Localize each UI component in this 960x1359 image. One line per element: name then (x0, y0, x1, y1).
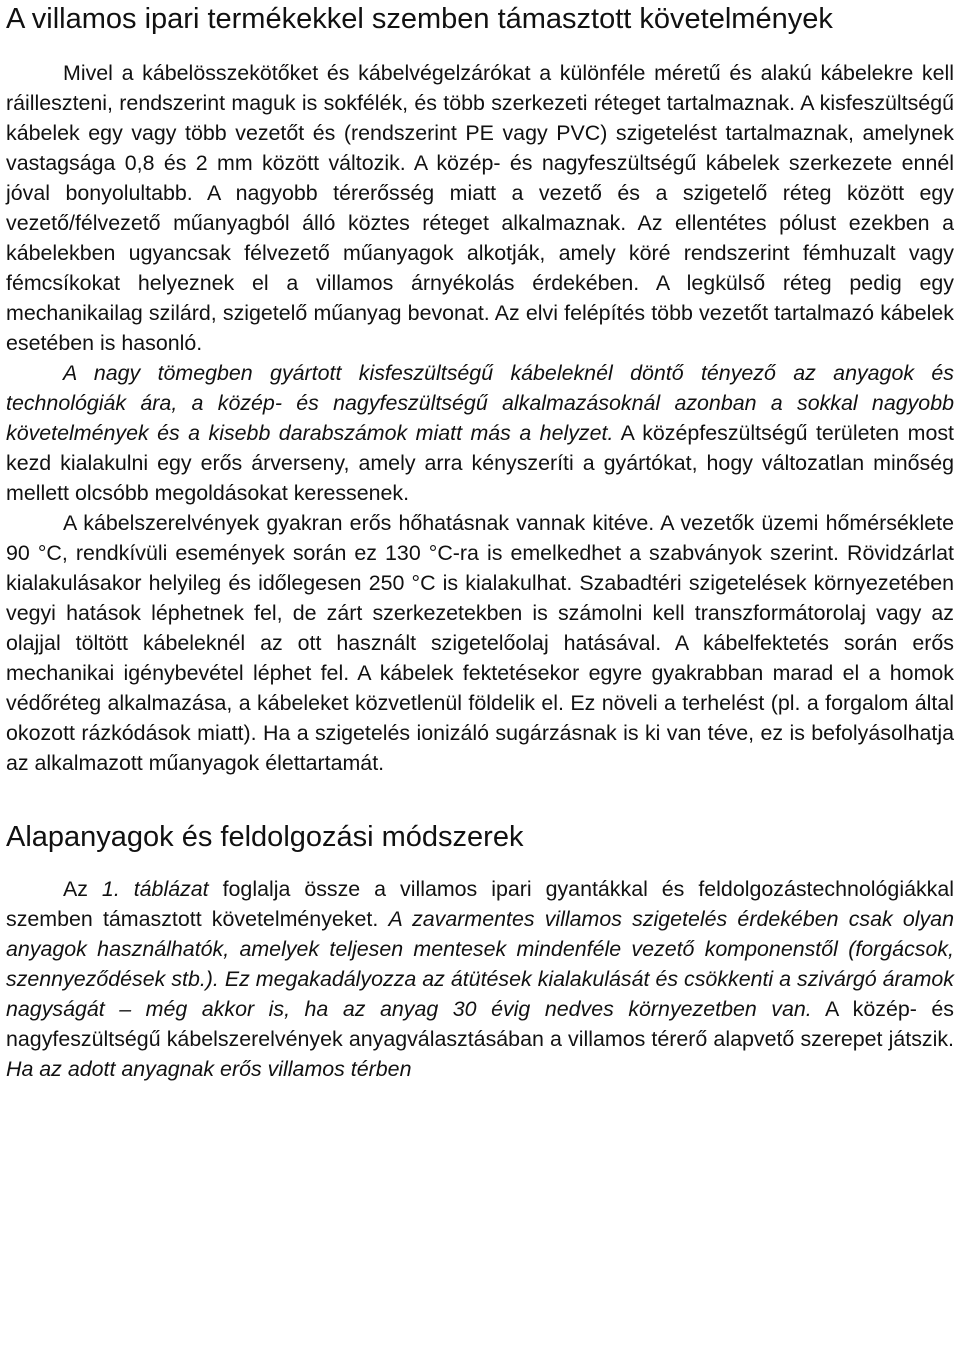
paragraph-materials-d-italic: A zavarmentes villamos szigetelés érdekében csak olyan anyagok használhatók, amelyek teljesen mentesek mindenféle vezető komponenstől (forgácsok, szennyeződések stb.). Ez megakadályozza az átütések kialakulását és csökkenti a szivárgó áramok nagyságát – még akkor is, ha az anyag 30 évig nedves környezetben van. (6, 907, 954, 1021)
paragraph-materials (6, 874, 954, 1084)
table-reference: 1. táblázat (101, 877, 209, 901)
paragraph-materials-f-italic: Ha az adott anyagnak erős villamos térben (6, 1057, 412, 1081)
paragraph-competition-normal: A középfeszültségű területen most kezd kialakulni egy erős árverseny, amely arra kényszeríti a gyártókat, hogy változatlan minőség mellett olcsóbb megoldásokat keressenek. (6, 421, 955, 505)
paragraph-competition-italic: A nagy tömegben gyártott kisfeszültségű kábeleknél döntő tényező az anyagok és technológiák ára, a közép- és nagyfeszültségű alkalmazásoknál azonban a sokkal nagyobb követelmények és a kisebb darabszámok miatt más a helyzet. (6, 361, 954, 445)
paragraph-thermal-load: A kábelszerelvények gyakran erős hőhatásnak vannak kitéve. A vezetők üzemi hőmérséklete 90 °C, rendkívüli események során ez 130 °C-ra is emelkedhet a szabványok szerint. Rövidzárlat kialakulásakor helyileg és időlegesen 250 °C is kialakulhat. Szabadtéri szigetelések környezetében vegyi hatások léphetnek fel, de zárt szerkezetekben is számolni kell transzformátorolaj vagy az olajjal töltött kábeleknél az ott használt szigetelőolaj hatásával. A kábelfektetés során erős mechanikai igénybevétel léphet fel. A kábelek fektetésekor egyre gyakrabban marad el a homok védőréteg alkalmazása, a kábeleket közvetlenül földelik el. Ez növeli a terhelést (pl. a forgalom által okozott rázkódások miatt). Ha a szigetelés ionizáló sugárzásnak is ki van téve, ez is befolyásolhatja az alkalmazott műanyagok élettartamát. (6, 511, 954, 775)
document-page (6, 0, 954, 1084)
section-heading-materials: Alapanyagok és feldolgozási módszerek (6, 821, 524, 853)
section-heading-requirements: A villamos ipari termékekkel szemben támasztott követelmények (6, 3, 833, 35)
paragraph-materials-a: Az (63, 877, 102, 901)
paragraph-cable-structure: Mivel a kábelösszekötőket és kábelvégelzárókat a különféle méretű és alakú kábelekre kell ráilleszteni, rendszerint maguk is sokfélék, és több szerkezeti réteget tartalmaznak. A kisfeszültségű kábelek egy vagy több vezetőt és (rendszerint PE vagy PVC) szigetelést tartalmaznak, amelynek vastagsága 0,8 és 2 mm között változik. A közép- és nagyfeszültségű kábelek szerkezete ennél jóval bonyolultabb. A nagyobb térerősség miatt a vezető és a szigetelő réteg között egy vezető/félvezető műanyagból álló köztes réteget alkalmaznak. Az ellentétes pólust ezekben a kábelekben ugyancsak félvezető műanyagok alkotják, amely köré rendszerint fémhuzalt vagy fémcsíkokat helyeznek el a villamos árnyékolás érdekében. A legkülső réteg pedig egy mechanikailag szilárd, szigetelő műanyag bevonat. Az elvi felépítés több vezetőt tartalmazó kábelek esetében is hasonló. (6, 61, 954, 355)
paragraph-materials-e: A közép- és nagyfeszültségű kábelszerelvények anyagválasztásában a villamos térerő alapvető szerepet játszik. (6, 997, 954, 1051)
paragraph-materials-c: foglalja össze a villamos ipari gyantákkal és feldolgozástechnológiákkal szemben támasztott követelményeket. (6, 877, 955, 931)
paragraph-competition (6, 358, 954, 508)
